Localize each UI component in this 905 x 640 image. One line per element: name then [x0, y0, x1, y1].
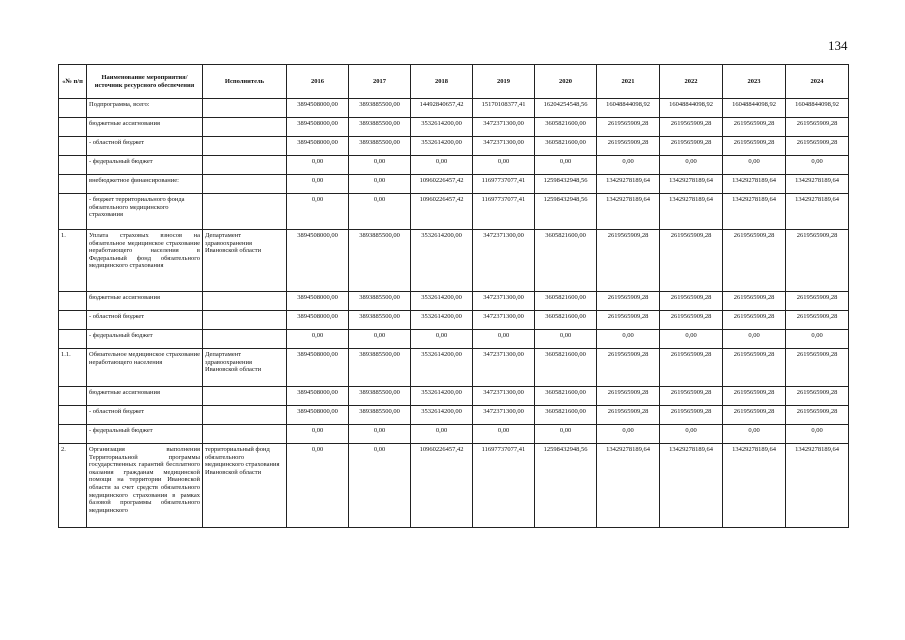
header-executor: Исполнитель [203, 65, 287, 99]
row-value-cell: 0,00 [660, 425, 723, 444]
row-value-cell: 0,00 [287, 175, 349, 194]
row-value-cell: 2619565909,28 [723, 349, 786, 387]
table-row [59, 156, 849, 175]
header-year: 2018 [411, 65, 473, 99]
header-year: 2017 [349, 65, 411, 99]
table-row [59, 137, 849, 156]
row-value-cell: 3532614200,00 [411, 292, 473, 311]
table-row [59, 311, 849, 330]
row-value-cell: 3605821600,00 [535, 137, 597, 156]
row-value-cell: 2619565909,28 [597, 406, 660, 425]
row-name-cell: Организация выполнения Территориальной программы государственных гарантий бесплатного оказания гражданам медицинской помощи на территории Ивановской области за счет средств обязательного медицинского страхования в рамках базовой программы обязательного медицинского [87, 444, 203, 528]
row-executor-cell: Департамент здравоохранения Ивановской области [203, 230, 287, 292]
row-value-cell: 3894508000,00 [287, 406, 349, 425]
row-value-cell: 0,00 [597, 156, 660, 175]
row-value-cell: 13429278189,64 [597, 175, 660, 194]
row-value-cell: 0,00 [597, 425, 660, 444]
row-value-cell: 13429278189,64 [597, 444, 660, 528]
row-index-cell [59, 311, 87, 330]
row-value-cell: 2619565909,28 [786, 118, 849, 137]
row-value-cell: 2619565909,28 [597, 349, 660, 387]
row-value-cell: 13429278189,64 [723, 175, 786, 194]
row-value-cell: 2619565909,28 [786, 349, 849, 387]
row-value-cell: 16048844098,92 [723, 99, 786, 118]
row-value-cell: 3472371300,00 [473, 137, 535, 156]
row-value-cell: 0,00 [786, 156, 849, 175]
table-row [59, 387, 849, 406]
row-value-cell: 2619565909,28 [660, 137, 723, 156]
row-value-cell: 3893885500,00 [349, 311, 411, 330]
row-value-cell: 10960226457,42 [411, 194, 473, 230]
row-name-cell: - федеральный бюджет [87, 330, 203, 349]
row-value-cell: 3532614200,00 [411, 137, 473, 156]
row-value-cell: 13429278189,64 [786, 444, 849, 528]
row-value-cell: 2619565909,28 [660, 406, 723, 425]
row-index-cell: 1.1. [59, 349, 87, 387]
row-executor-cell [203, 387, 287, 406]
row-value-cell: 0,00 [786, 330, 849, 349]
row-value-cell: 0,00 [597, 330, 660, 349]
row-name-cell: - федеральный бюджет [87, 425, 203, 444]
row-index-cell [59, 425, 87, 444]
row-value-cell: 0,00 [660, 330, 723, 349]
row-value-cell: 0,00 [349, 194, 411, 230]
row-value-cell: 3894508000,00 [287, 311, 349, 330]
row-value-cell: 3472371300,00 [473, 387, 535, 406]
row-value-cell: 0,00 [287, 425, 349, 444]
row-executor-cell [203, 311, 287, 330]
row-name-cell: - областной бюджет [87, 406, 203, 425]
row-value-cell: 2619565909,28 [597, 387, 660, 406]
row-value-cell: 2619565909,28 [786, 292, 849, 311]
row-value-cell: 3893885500,00 [349, 292, 411, 311]
row-value-cell: 2619565909,28 [723, 118, 786, 137]
table-row [59, 349, 849, 387]
row-value-cell: 13429278189,64 [597, 194, 660, 230]
row-index-cell [59, 118, 87, 137]
row-value-cell: 12598432948,56 [535, 444, 597, 528]
row-value-cell: 0,00 [473, 330, 535, 349]
row-value-cell: 3893885500,00 [349, 230, 411, 292]
row-value-cell: 2619565909,28 [660, 349, 723, 387]
row-value-cell: 3893885500,00 [349, 406, 411, 425]
row-name-cell: бюджетные ассигнования [87, 292, 203, 311]
row-value-cell: 3532614200,00 [411, 118, 473, 137]
row-index-cell [59, 406, 87, 425]
row-value-cell: 12598432948,56 [535, 194, 597, 230]
row-value-cell: 3605821600,00 [535, 311, 597, 330]
table-row [59, 425, 849, 444]
row-value-cell: 3472371300,00 [473, 349, 535, 387]
row-name-cell: Подпрограмма, всего: [87, 99, 203, 118]
row-executor-cell [203, 99, 287, 118]
row-value-cell: 3605821600,00 [535, 349, 597, 387]
row-value-cell: 3894508000,00 [287, 292, 349, 311]
row-index-cell [59, 137, 87, 156]
row-value-cell: 0,00 [349, 330, 411, 349]
row-value-cell: 0,00 [349, 444, 411, 528]
row-value-cell: 0,00 [411, 156, 473, 175]
row-index-cell: 1. [59, 230, 87, 292]
row-executor-cell [203, 137, 287, 156]
row-value-cell: 2619565909,28 [597, 311, 660, 330]
header-measure: Наименование мероприятия/источник ресурсного обеспечения [87, 65, 203, 99]
row-index-cell [59, 292, 87, 311]
row-value-cell: 11697737077,41 [473, 194, 535, 230]
table-row [59, 175, 849, 194]
row-value-cell: 16204254548,56 [535, 99, 597, 118]
row-value-cell: 2619565909,28 [723, 387, 786, 406]
row-value-cell: 3605821600,00 [535, 406, 597, 425]
row-value-cell: 16048844098,92 [597, 99, 660, 118]
header-year: 2016 [287, 65, 349, 99]
header-row [59, 65, 849, 99]
row-value-cell: 2619565909,28 [723, 230, 786, 292]
row-value-cell: 3894508000,00 [287, 118, 349, 137]
row-value-cell: 0,00 [287, 330, 349, 349]
row-value-cell: 0,00 [723, 330, 786, 349]
row-executor-cell [203, 330, 287, 349]
table-row [59, 292, 849, 311]
row-value-cell: 3893885500,00 [349, 387, 411, 406]
row-value-cell: 3605821600,00 [535, 118, 597, 137]
row-executor-cell: Департамент здравоохранения Ивановской области [203, 349, 287, 387]
row-value-cell: 16048844098,92 [786, 99, 849, 118]
table-row [59, 406, 849, 425]
row-value-cell: 3532614200,00 [411, 406, 473, 425]
row-value-cell: 2619565909,28 [723, 406, 786, 425]
row-value-cell: 10960226457,42 [411, 444, 473, 528]
row-name-cell: Уплата страховых взносов на обязательное медицинское страхование неработающего населения в Федеральный фонд обязательного медицинского страхования [87, 230, 203, 292]
row-value-cell: 12598432948,56 [535, 175, 597, 194]
row-value-cell: 0,00 [411, 425, 473, 444]
row-executor-cell [203, 292, 287, 311]
row-executor-cell [203, 118, 287, 137]
row-value-cell: 13429278189,64 [660, 444, 723, 528]
row-value-cell: 0,00 [535, 330, 597, 349]
row-value-cell: 0,00 [473, 156, 535, 175]
row-value-cell: 0,00 [535, 425, 597, 444]
table-row [59, 230, 849, 292]
row-value-cell: 2619565909,28 [597, 118, 660, 137]
row-value-cell: 2619565909,28 [660, 292, 723, 311]
header-year: 2019 [473, 65, 535, 99]
row-value-cell: 3605821600,00 [535, 230, 597, 292]
row-value-cell: 10960226457,42 [411, 175, 473, 194]
row-value-cell: 3532614200,00 [411, 311, 473, 330]
row-index-cell [59, 387, 87, 406]
row-executor-cell: территориальный фонд обязательного медицинского страхования Ивановской области [203, 444, 287, 528]
row-index-cell [59, 194, 87, 230]
row-name-cell: - областной бюджет [87, 311, 203, 330]
row-value-cell: 0,00 [349, 425, 411, 444]
row-value-cell: 3894508000,00 [287, 349, 349, 387]
row-value-cell: 3605821600,00 [535, 292, 597, 311]
row-value-cell: 13429278189,64 [660, 194, 723, 230]
row-name-cell: внебюджетное финансирование: [87, 175, 203, 194]
row-executor-cell [203, 156, 287, 175]
table-row [59, 99, 849, 118]
row-value-cell: 2619565909,28 [660, 118, 723, 137]
row-value-cell: 3605821600,00 [535, 387, 597, 406]
row-value-cell: 3894508000,00 [287, 387, 349, 406]
table-row [59, 444, 849, 528]
page-number: 134 [828, 38, 848, 53]
row-value-cell: 3893885500,00 [349, 99, 411, 118]
table-row [59, 118, 849, 137]
table-row [59, 194, 849, 230]
table-row [59, 330, 849, 349]
row-value-cell: 16048844098,92 [660, 99, 723, 118]
row-value-cell: 0,00 [287, 444, 349, 528]
row-value-cell: 2619565909,28 [786, 230, 849, 292]
row-value-cell: 2619565909,28 [786, 387, 849, 406]
row-value-cell: 3472371300,00 [473, 406, 535, 425]
row-value-cell: 2619565909,28 [597, 137, 660, 156]
header-year: 2024 [786, 65, 849, 99]
row-value-cell: 2619565909,28 [597, 292, 660, 311]
row-executor-cell [203, 406, 287, 425]
row-value-cell: 2619565909,28 [723, 292, 786, 311]
row-value-cell: 2619565909,28 [660, 230, 723, 292]
row-value-cell: 2619565909,28 [723, 137, 786, 156]
row-value-cell: 0,00 [723, 425, 786, 444]
row-value-cell: 3472371300,00 [473, 311, 535, 330]
row-value-cell: 0,00 [786, 425, 849, 444]
row-value-cell: 0,00 [535, 156, 597, 175]
row-index-cell [59, 175, 87, 194]
row-value-cell: 0,00 [287, 194, 349, 230]
row-index-cell [59, 156, 87, 175]
row-value-cell: 0,00 [411, 330, 473, 349]
row-value-cell: 0,00 [287, 156, 349, 175]
row-value-cell: 3893885500,00 [349, 349, 411, 387]
row-value-cell: 3532614200,00 [411, 349, 473, 387]
row-value-cell: 3893885500,00 [349, 137, 411, 156]
row-value-cell: 13429278189,64 [786, 194, 849, 230]
header-year: 2020 [535, 65, 597, 99]
row-name-cell: бюджетные ассигнования [87, 118, 203, 137]
row-value-cell: 0,00 [349, 156, 411, 175]
header-index: «№ п/п [59, 65, 87, 99]
row-value-cell: 2619565909,28 [660, 387, 723, 406]
row-value-cell: 13429278189,64 [660, 175, 723, 194]
row-value-cell: 14492840657,42 [411, 99, 473, 118]
row-value-cell: 11697737077,41 [473, 175, 535, 194]
row-executor-cell [203, 175, 287, 194]
row-value-cell: 3472371300,00 [473, 230, 535, 292]
header-year: 2023 [723, 65, 786, 99]
header-year: 2021 [597, 65, 660, 99]
row-name-cell: - бюджет территориального фонда обязательного медицинского страхования [87, 194, 203, 230]
row-value-cell: 2619565909,28 [786, 311, 849, 330]
row-value-cell: 3894508000,00 [287, 230, 349, 292]
row-value-cell: 0,00 [473, 425, 535, 444]
row-value-cell: 2619565909,28 [660, 311, 723, 330]
row-name-cell: - федеральный бюджет [87, 156, 203, 175]
row-value-cell: 11697737077,41 [473, 444, 535, 528]
row-value-cell: 0,00 [349, 175, 411, 194]
row-value-cell: 3894508000,00 [287, 137, 349, 156]
row-value-cell: 3894508000,00 [287, 99, 349, 118]
row-value-cell: 3472371300,00 [473, 118, 535, 137]
row-index-cell [59, 330, 87, 349]
row-value-cell: 3472371300,00 [473, 292, 535, 311]
row-name-cell: бюджетные ассигнования [87, 387, 203, 406]
row-value-cell: 3893885500,00 [349, 118, 411, 137]
row-index-cell [59, 99, 87, 118]
row-index-cell: 2. [59, 444, 87, 528]
header-year: 2022 [660, 65, 723, 99]
row-value-cell: 3532614200,00 [411, 230, 473, 292]
row-value-cell: 13429278189,64 [786, 175, 849, 194]
row-value-cell: 2619565909,28 [723, 311, 786, 330]
budget-table [58, 64, 849, 528]
row-value-cell: 3532614200,00 [411, 387, 473, 406]
row-name-cell: Обязательное медицинское страхование неработающего населения [87, 349, 203, 387]
row-value-cell: 13429278189,64 [723, 444, 786, 528]
row-value-cell: 15170108377,41 [473, 99, 535, 118]
row-value-cell: 0,00 [723, 156, 786, 175]
row-executor-cell [203, 425, 287, 444]
row-value-cell: 2619565909,28 [786, 137, 849, 156]
row-value-cell: 13429278189,64 [723, 194, 786, 230]
row-value-cell: 2619565909,28 [786, 406, 849, 425]
row-name-cell: - областной бюджет [87, 137, 203, 156]
row-executor-cell [203, 194, 287, 230]
row-value-cell: 0,00 [660, 156, 723, 175]
row-value-cell: 2619565909,28 [597, 230, 660, 292]
